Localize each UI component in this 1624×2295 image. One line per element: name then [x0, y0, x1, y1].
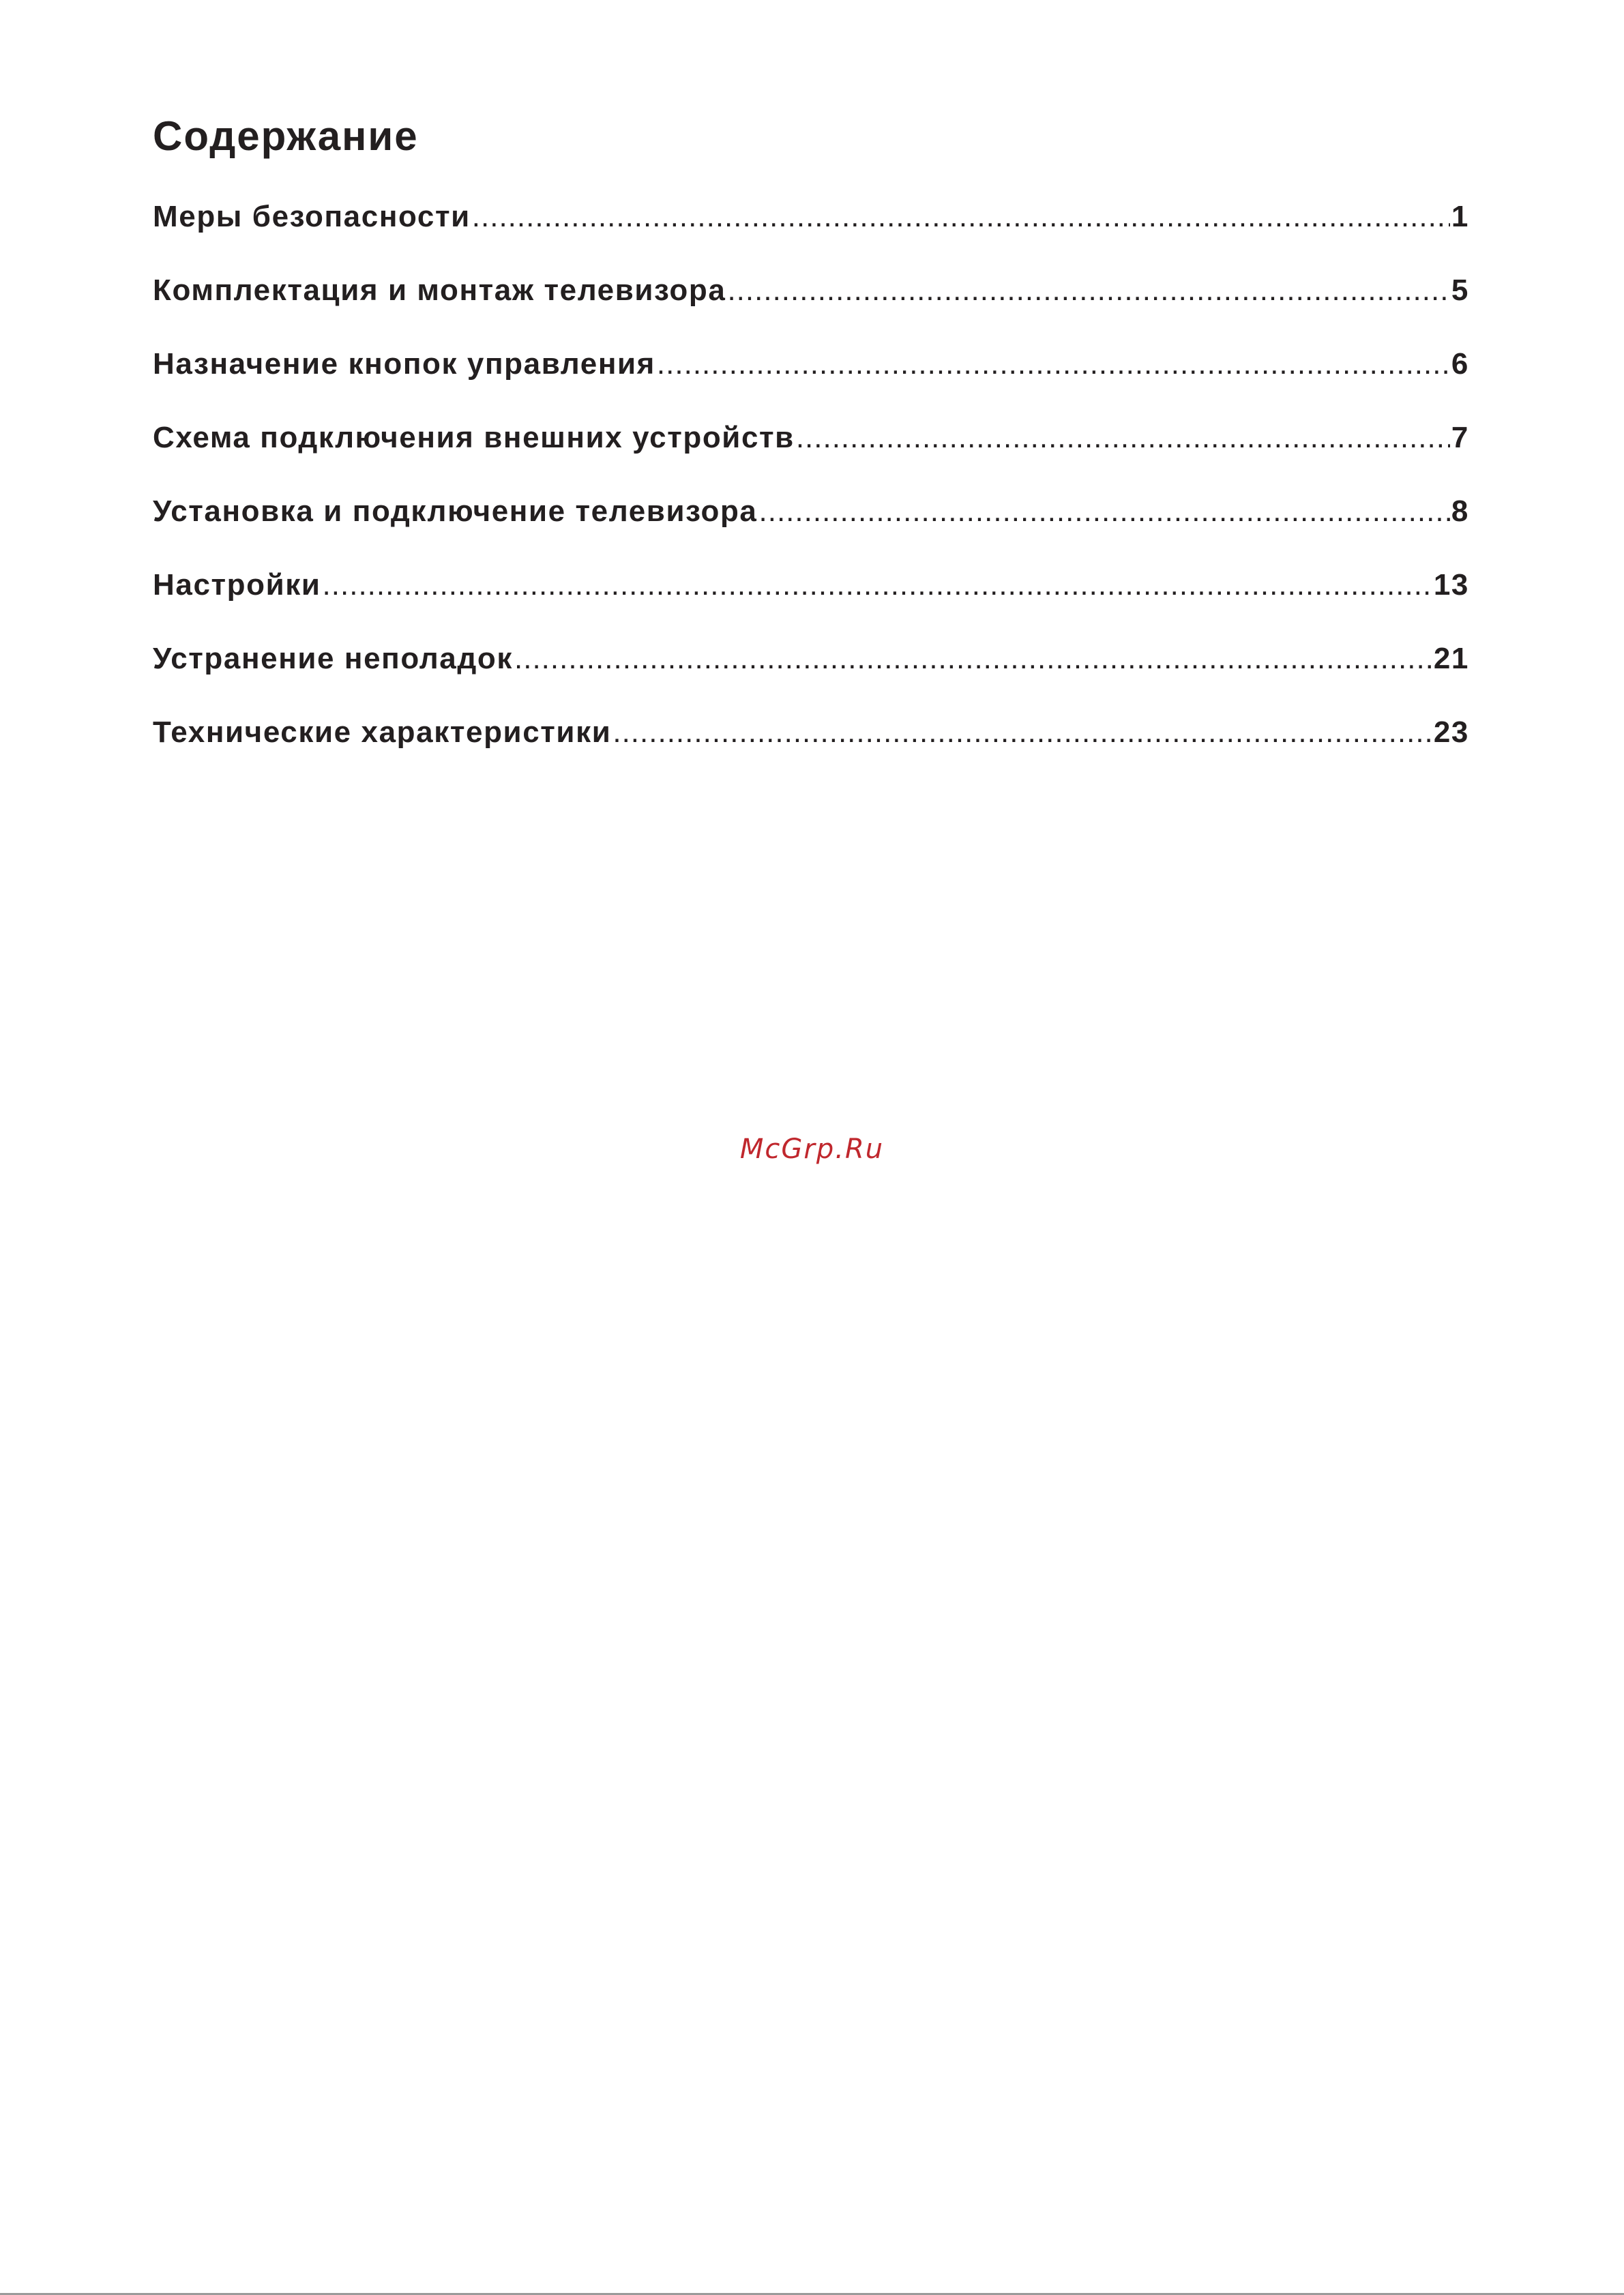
toc-entry-page: 6	[1451, 349, 1469, 381]
dot-leader	[727, 276, 1449, 306]
toc-entry-page: 13	[1433, 570, 1469, 602]
toc-entry-page: 5	[1451, 276, 1469, 307]
toc-entry-control-buttons[interactable]	[153, 349, 1469, 423]
toc-entry-settings[interactable]	[153, 570, 1469, 644]
toc-title: Содержание	[153, 113, 419, 159]
dot-leader	[759, 497, 1450, 527]
dot-leader	[612, 717, 1432, 747]
toc-entry-page: 23	[1433, 717, 1469, 749]
dot-leader	[323, 570, 1432, 600]
dot-leader	[796, 423, 1450, 453]
toc-entry-label: Настройки	[153, 570, 321, 602]
toc-entry-connection-diagram[interactable]	[153, 423, 1469, 497]
toc-entry-label: Установка и подключение телевизора	[153, 497, 758, 528]
table-of-contents	[153, 202, 1469, 791]
toc-entry-specifications[interactable]	[153, 717, 1469, 791]
toc-entry-troubleshooting[interactable]	[153, 644, 1469, 717]
toc-entry-label: Технические характеристики	[153, 717, 612, 749]
toc-entry-package-mounting[interactable]	[153, 276, 1469, 349]
toc-entry-page: 1	[1451, 202, 1469, 233]
dot-leader	[472, 202, 1450, 232]
toc-entry-label: Меры безопасности	[153, 202, 471, 233]
toc-entry-label: Комплектация и монтаж телевизора	[153, 276, 726, 307]
toc-entry-label: Назначение кнопок управления	[153, 349, 655, 381]
dot-leader	[514, 644, 1432, 674]
toc-entry-page: 7	[1451, 423, 1469, 454]
toc-entry-label: Схема подключения внешних устройств	[153, 423, 795, 454]
watermark-text: McGrp.Ru	[739, 1134, 885, 1165]
toc-entry-page: 21	[1433, 644, 1469, 675]
toc-entry-safety[interactable]	[153, 202, 1469, 276]
toc-entry-label: Устранение неполадок	[153, 644, 513, 675]
toc-entry-installation[interactable]	[153, 497, 1469, 570]
toc-entry-page: 8	[1451, 497, 1469, 528]
dot-leader	[657, 349, 1450, 379]
